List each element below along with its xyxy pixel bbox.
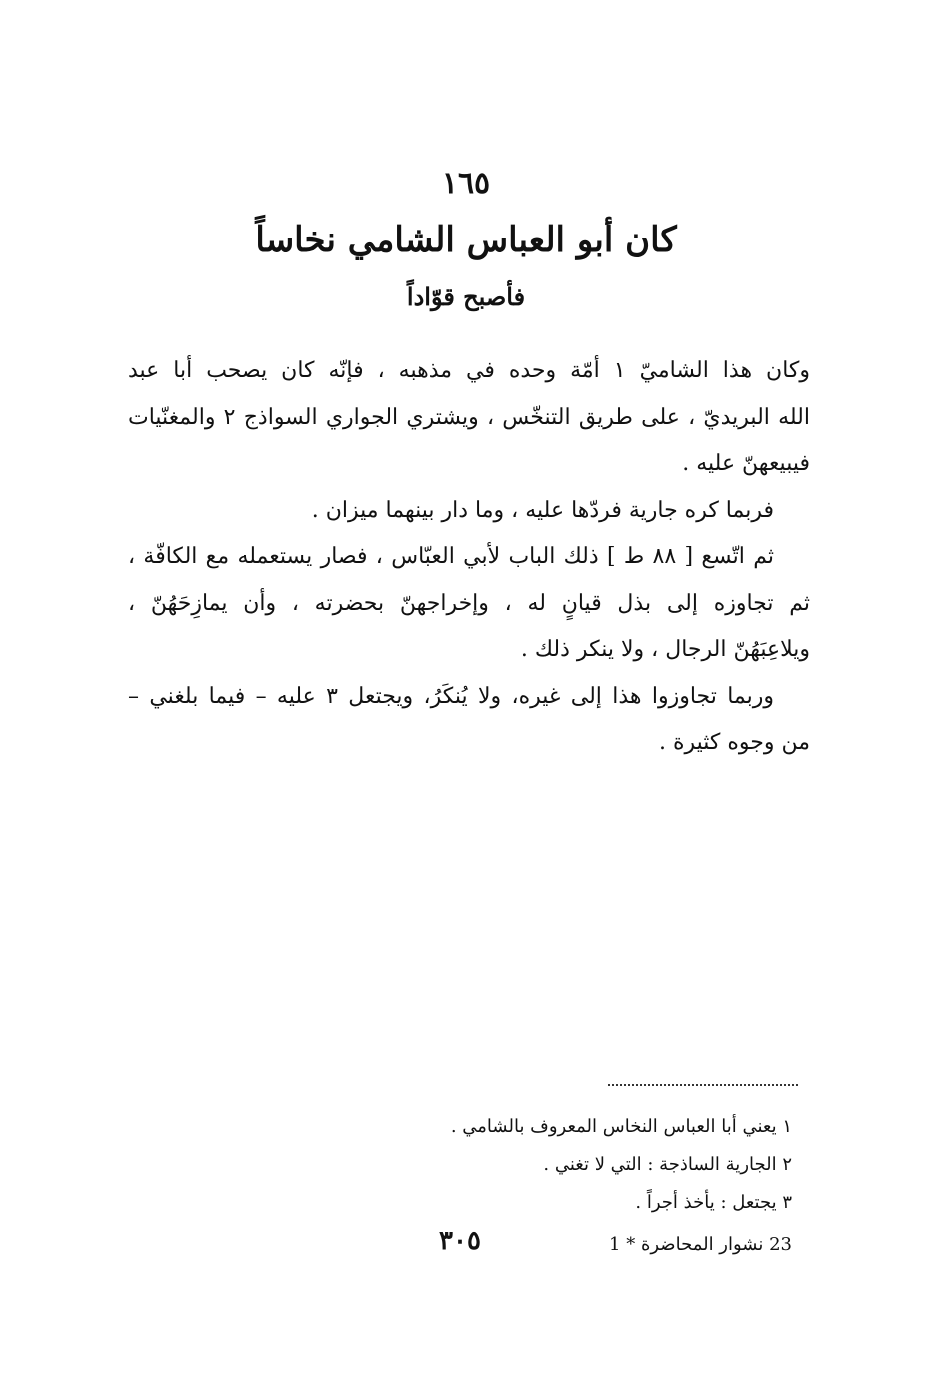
printer-signature: 23 نشوار المحاضرة * 1 <box>609 1234 792 1255</box>
footnote: ١ يعني أبا العباس النخاس المعروف بالشامي . <box>450 1116 792 1137</box>
body-line: من وجوه كثيرة . <box>658 730 810 755</box>
body-line: فربما كره جارية فردّها عليه ، وما دار بينهما ميزان . <box>311 497 774 523</box>
body-line: وكان هذا الشاميّ ١ أمّة وحده في مذهبه ، فإنّه كان يصحب أبا عبد <box>128 358 810 383</box>
footnote: ٣ يجتعل : يأخذ أجراً . <box>635 1192 792 1213</box>
page-subtitle: فأصبح قوّاداً <box>406 282 526 311</box>
body-line: ثم تجاوزه إلى بذل قيانٍ له ، وإخراجهنّ بحضرته ، وأن يمازِحَهُنّ ، <box>128 590 810 616</box>
body-line: ثم اتّسع [ ٨٨ ط ] ذلك الباب لأبي العبّاس ، فصار يستعمله مع الكافّة ، <box>128 544 774 569</box>
footnote: ٢ الجارية الساذجة : التي لا تغني . <box>543 1154 792 1175</box>
footnotes <box>400 1108 792 1222</box>
body-text <box>128 348 810 767</box>
page-number: ٣٠٥ <box>439 1226 481 1256</box>
body-line: فيبيعهنّ عليه . <box>682 451 810 476</box>
body-line: وربما تجاوزوا هذا إلى غيره، ولا يُنكَرُ، ويجتعل ٣ عليه – فيما بلغني – <box>128 683 774 709</box>
footnote-divider <box>608 1084 798 1086</box>
body-line: ويلاعِبَهُنّ الرجال ، ولا ينكر ذلك . <box>520 637 810 662</box>
body-line: الله البريديّ ، على طريق التنخّس ، ويشتري الجواري السواذج ٢ والمغنّيات <box>128 404 810 430</box>
section-number: ١٦٥ <box>441 166 491 201</box>
page-title: كان أبو العباس الشامي نخاساً <box>255 220 677 260</box>
